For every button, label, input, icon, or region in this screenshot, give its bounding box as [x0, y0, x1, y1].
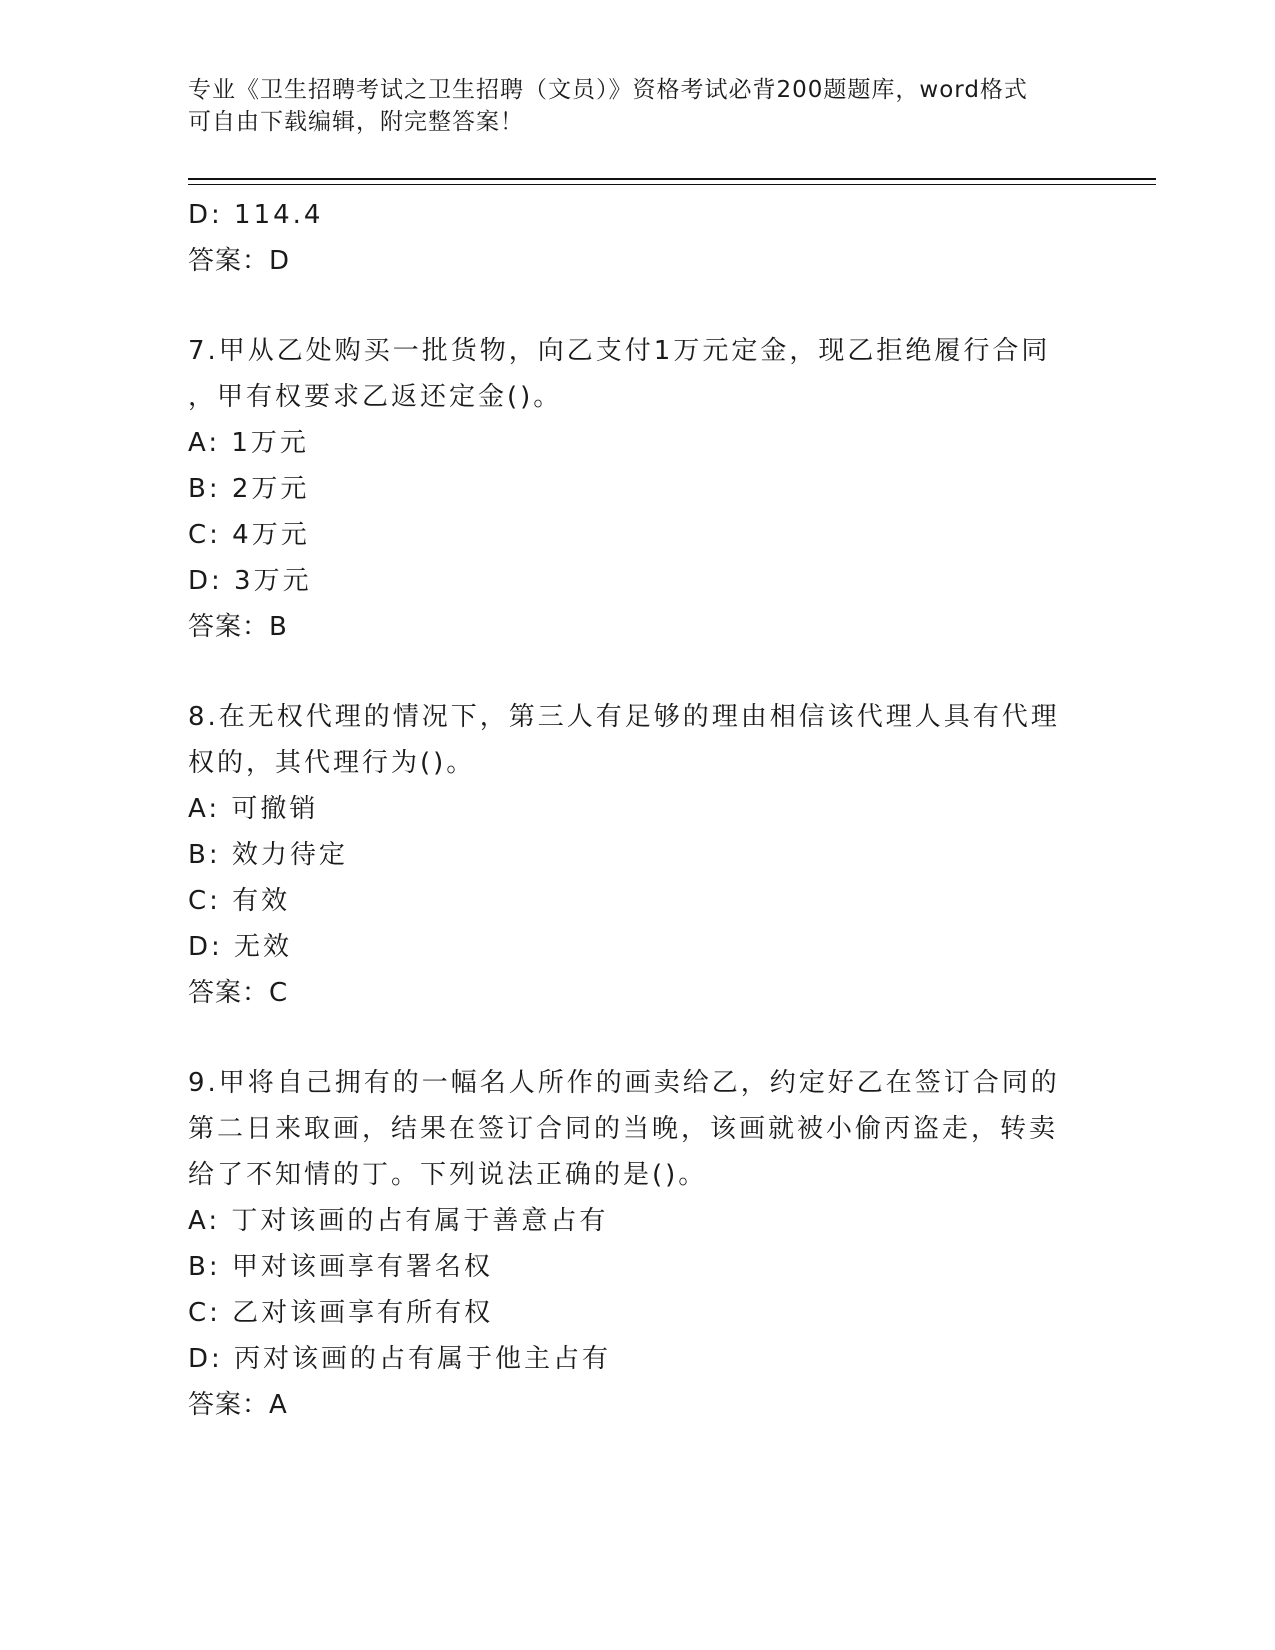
question-8 — [188, 694, 1068, 1016]
question-text-line-1: 9.甲将自己拥有的一幅名人所作的画卖给乙，约定好乙在签订合同的 — [188, 1068, 1060, 1098]
option-d: D: 114.4 — [188, 200, 324, 230]
question-9 — [188, 1060, 1068, 1428]
question-text-line-2: 第二日来取画，结果在签订合同的当晚，该画就被小偷丙盗走，转卖 — [188, 1114, 1059, 1144]
question-7 — [188, 328, 1068, 650]
spacer — [188, 1016, 1068, 1060]
option-d: D: 丙对该画的占有属于他主占有 — [188, 1344, 612, 1374]
answer-line: 答案：B — [188, 612, 288, 642]
question-text-line-3: 给了不知情的丁。下列说法正确的是()。 — [188, 1160, 708, 1190]
answer-line: 答案：D — [188, 246, 291, 276]
option-a: A: 1万元 — [188, 428, 309, 458]
document-body — [188, 192, 1068, 1428]
question-text-line-2: ，甲有权要求乙返还定金()。 — [188, 382, 563, 412]
header-title-line-2: 可自由下载编辑，附完整答案！ — [188, 109, 524, 135]
option-c: C: 4万元 — [188, 520, 310, 550]
option-c: C: 有效 — [188, 886, 291, 916]
header-divider-thick — [188, 178, 1156, 180]
spacer — [188, 284, 1068, 328]
option-d: D: 无效 — [188, 932, 293, 962]
header-divider-thin — [188, 184, 1156, 185]
option-b: B: 效力待定 — [188, 840, 348, 870]
answer-line: 答案：C — [188, 978, 289, 1008]
option-b: B: 2万元 — [188, 474, 310, 504]
option-b: B: 甲对该画享有署名权 — [188, 1252, 493, 1282]
header-title-line-1: 专业《卫生招聘考试之卫生招聘（文员）》资格考试必背200题题库，word格式 — [188, 77, 1028, 103]
question-text-line-1: 8.在无权代理的情况下，第三人有足够的理由相信该代理人具有代理 — [188, 702, 1060, 732]
question-text-line-2: 权的，其代理行为()。 — [188, 748, 476, 778]
spacer — [188, 650, 1068, 694]
option-a: A: 丁对该画的占有属于善意占有 — [188, 1206, 609, 1236]
previous-question-tail — [188, 192, 1068, 284]
option-a: A: 可撤销 — [188, 794, 319, 824]
option-c: C: 乙对该画享有所有权 — [188, 1298, 494, 1328]
question-text-line-1: 7.甲从乙处购买一批货物，向乙支付1万元定金，现乙拒绝履行合同 — [188, 336, 1051, 366]
answer-line: 答案：A — [188, 1390, 288, 1420]
document-header — [188, 74, 1088, 138]
option-d: D: 3万元 — [188, 566, 312, 596]
